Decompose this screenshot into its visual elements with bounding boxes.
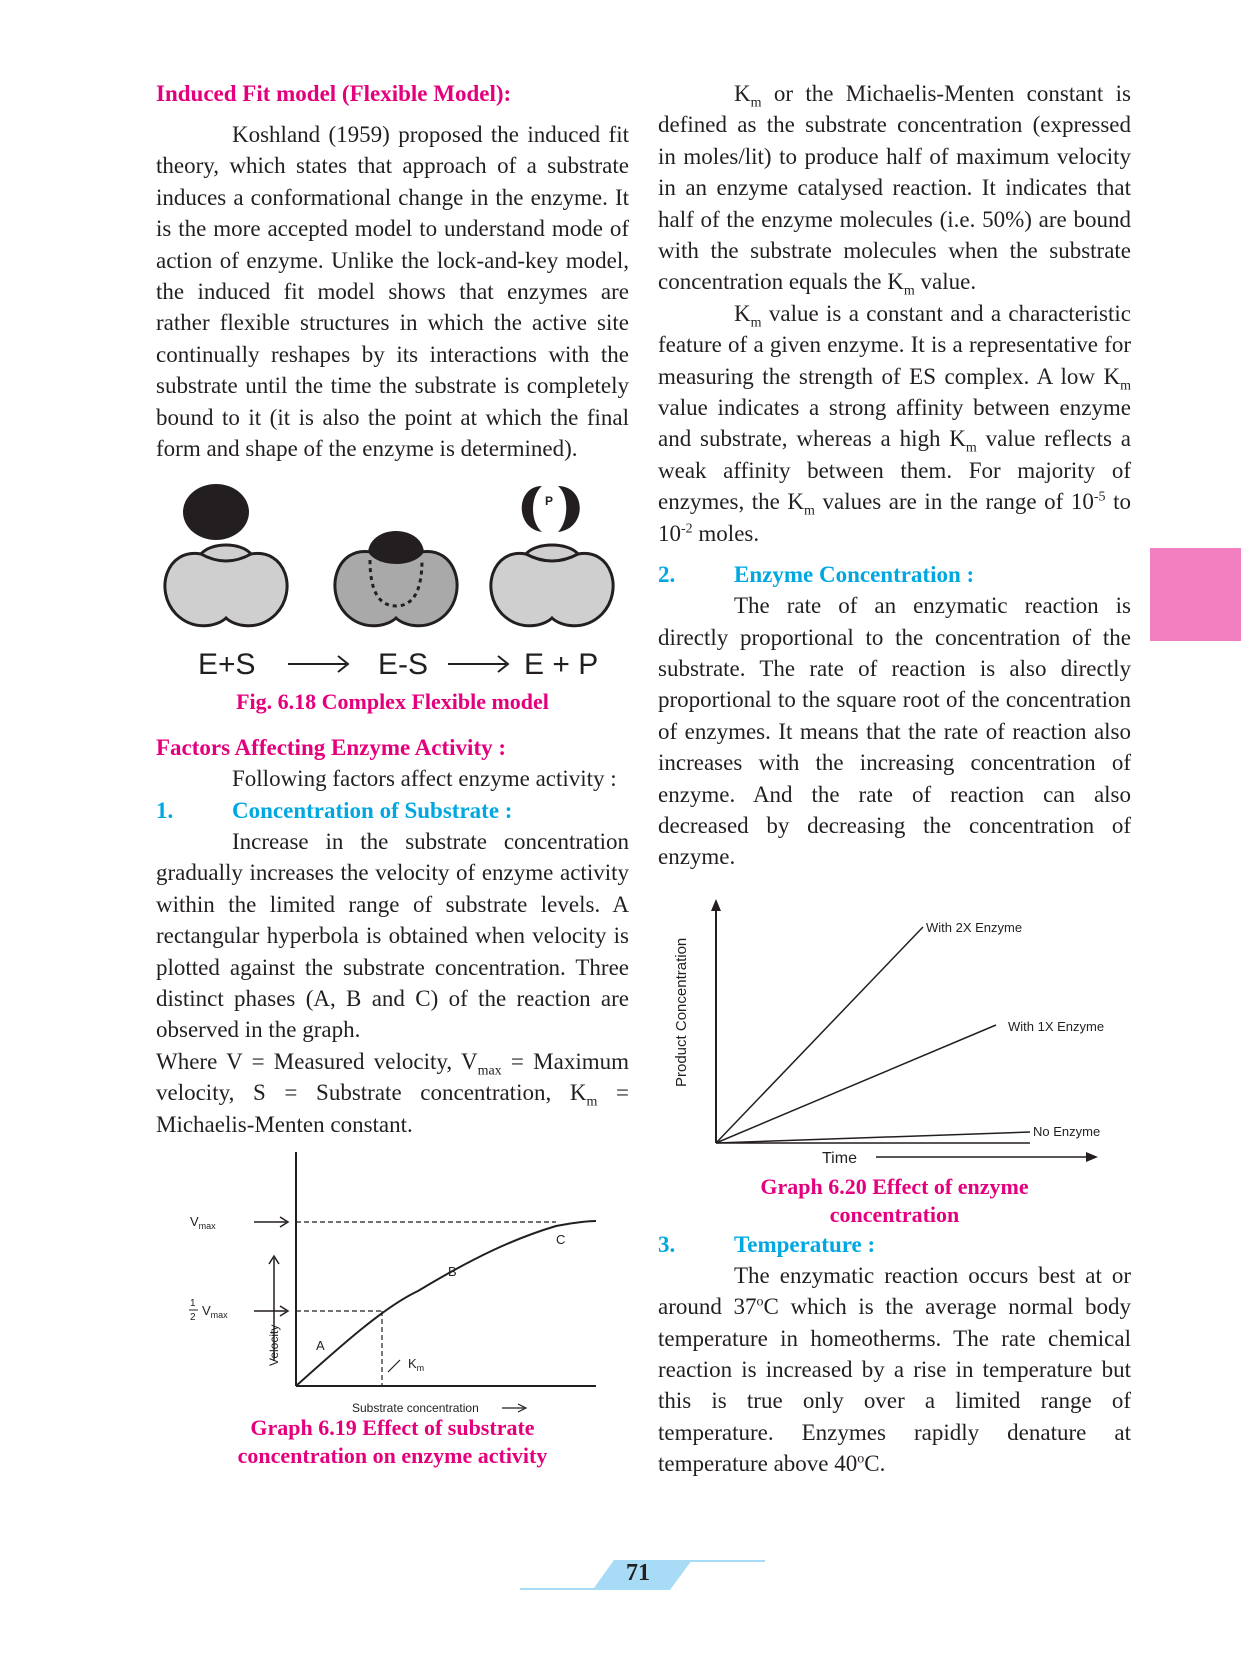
right-column: [658, 78, 1131, 1480]
substrate-paragraph: Increase in the substrate concentration gradually increases the velocity of enzyme activity within the limited range of substrate levels. A rectangular hyperbola is obtained when velocity is plotted against the substrate concentration. Three distinct phases (A, B and C) of the reaction are observed in the graph.: [156, 828, 629, 1043]
half-numerator: 1: [190, 1297, 196, 1309]
phase-c-label: C: [556, 1231, 566, 1247]
vmax-label: $V_{max}$: [190, 1213, 216, 1231]
graph-6-20-caption-line1: Graph 6.20 Effect of enzyme: [760, 1173, 1029, 1199]
equation-es: E+S: [198, 648, 256, 682]
fig-6-18-caption: Fig. 6.18 Complex Flexible model: [236, 689, 549, 715]
chapter-tab-marker: [1150, 548, 1241, 641]
induced-fit-paragraph: Koshland (1959) proposed the induced fit theory, which states that approach of a substrate induces a conformational change in the enzyme. It is the more accepted model to understand mode of action of enzyme. Unlike the lock-and-key model, the induced fit model shows that enzymes are rather flexible structures in which the active site continually reshapes by its interactions with the substrate until the time the substrate is completely bound to it (it is also the point at which the final form and shape of the enzyme is determined).: [156, 122, 629, 462]
enzyme-shape-3: [491, 545, 613, 626]
phase-a-label: A: [316, 1337, 325, 1353]
page-number: 71: [626, 1560, 650, 1586]
section-title: Enzyme Concentration :: [734, 562, 975, 588]
product-shape-right: [558, 486, 580, 532]
section-number: 3.: [658, 1231, 676, 1257]
km-definition-paragraph: $K_m$ or the Michaelis-Menten constant is defined as the substrate concentration (expressed in moles/lit) to produce half of maximum velocity in an enzyme catalysed reaction. It indicates that half of the enzyme molecules (i.e. 50%) are bound with the substrate molecules when the substrate concentration equals the $K_m$ value.: [658, 81, 1131, 300]
equation-e-s: E-S: [378, 648, 429, 682]
enzyme-concentration-paragraph: The rate of an enzymatic reaction is directly proportional to the concentration of the substrate. The rate of reaction is also directly proportional to the square root of the concentration of enzymes. It means that the rate of reaction also increases with the increasing concentration of enzyme. And the rate of reaction can also decreased by decreasing the concentration of enzyme.: [658, 593, 1131, 870]
half-denominator: 2: [190, 1311, 196, 1323]
graph-6-19-caption-line1: Graph 6.19 Effect of substrate: [250, 1414, 535, 1440]
bound-substrate: [368, 531, 424, 564]
induced-fit-figure: [156, 476, 629, 684]
substrate-heading: [156, 795, 629, 826]
line-no-enzyme: [716, 1132, 1030, 1143]
x-axis-label: Time: [822, 1149, 857, 1167]
section-number: 2.: [658, 562, 676, 588]
temperature-heading: [658, 1229, 1131, 1260]
y-axis-label: Velocity: [267, 1324, 281, 1366]
page-number-tab: [520, 1556, 765, 1596]
graph-6-20-caption-line2: concentration: [829, 1201, 960, 1227]
where-paragraph: Where V = Measured velocity, $V_{max}$ = Maximum velocity, S = Substrate concentration, $K_m$ = Michaelis-Menten constant.: [156, 1048, 629, 1137]
km-label: $K_m$: [408, 1355, 425, 1373]
velocity-curve: [296, 1221, 596, 1386]
section-title: Concentration of Substrate :: [232, 797, 513, 823]
factors-paragraph: Following factors affect enzyme activity :: [232, 766, 617, 792]
km-characteristic-paragraph: $K_m$ value is a constant and a characteristic feature of a given enzyme. It is a representative for measuring the strength of ES complex. A low $K_m$ value indicates a strong affinity between enzyme and substrate, whereas a high $K_m$ value reflects a weak affinity between them. For majority of enzymes, the $K_m$ values are in the range of $10^{-5}$ to $10^{-2}$ moles.: [658, 300, 1132, 546]
factors-heading: Factors Affecting Enzyme Activity :: [156, 735, 507, 761]
left-column: [156, 78, 629, 1470]
product-shape-left: [522, 486, 542, 532]
equation-ep: E + P: [524, 648, 599, 682]
x-axis-label: Substrate concentration: [352, 1400, 479, 1414]
section-title: Temperature :: [734, 1231, 876, 1257]
line-1x-enzyme: [716, 1025, 996, 1143]
temperature-paragraph: The enzymatic reaction occurs best at or around 37$^o$C which is the average normal body temperature in homeotherms. The rate chemical reaction is increased by a rise in temperature but this is true only over a limited range of temperature. Enzymes rapidly denature at temperature above 40$^o$C.: [658, 1262, 1131, 1477]
substrate-shape: [183, 484, 249, 540]
section-number: 1.: [156, 797, 174, 823]
label-2x-enzyme: With 2X Enzyme: [926, 919, 1023, 935]
graph-6-19-caption-line2: concentration on enzyme activity: [237, 1442, 548, 1468]
line-2x-enzyme: [716, 927, 923, 1143]
label-1x-enzyme: With 1X Enzyme: [1008, 1018, 1105, 1034]
graph-6-19: [156, 1146, 629, 1414]
graph-6-20: [658, 887, 1131, 1167]
product-label: P: [545, 494, 554, 509]
induced-fit-heading: Induced Fit model (Flexible Model):: [156, 81, 512, 106]
enzyme-concentration-heading: [658, 559, 1131, 590]
label-no-enzyme: No Enzyme: [1033, 1123, 1101, 1139]
enzyme-shape-1: [165, 545, 287, 626]
y-axis-label: Product Concentration: [673, 937, 690, 1087]
phase-b-label: B: [448, 1263, 457, 1279]
half-vmax-label: $V_{max}$: [202, 1302, 228, 1320]
